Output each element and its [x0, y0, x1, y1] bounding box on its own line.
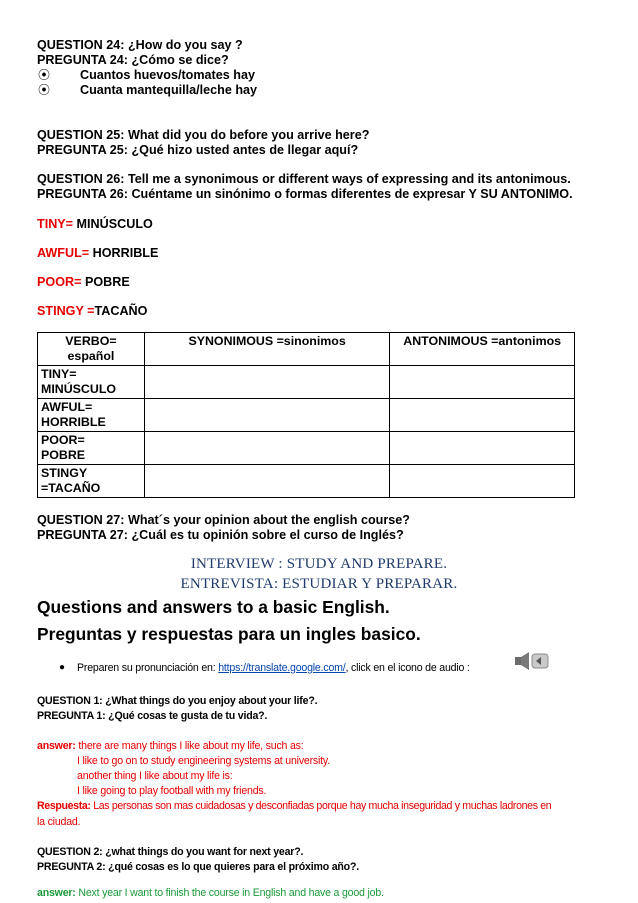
q24-en: QUESTION 24: ¿How do you say ?: [37, 38, 243, 52]
table-header-row: [38, 333, 575, 366]
word-poor: POOR= POBRE: [37, 275, 130, 289]
q25-en: QUESTION 25: What did you do before you arrive here?: [37, 128, 370, 142]
vocabulary-table: [37, 332, 575, 498]
heading-en: Questions and answers to a basic English.: [37, 597, 390, 617]
q24-item-1: Cuantos huevos/tomates hay: [80, 68, 255, 82]
q1-answer-line-1: I like to go on to study engineering systems at university.: [77, 755, 330, 767]
q2-answer: answer: Next year I want to finish the course in English and have a good job.: [37, 887, 384, 899]
q1-answer-line-3: I like going to play football with my friends.: [77, 785, 267, 797]
row-verb: POOR= POBRE: [38, 432, 145, 465]
antonym-cell[interactable]: [390, 399, 575, 432]
header-verb: VERBO= español: [38, 333, 145, 366]
word-tiny: TINY= MINÚSCULO: [37, 217, 153, 231]
word-awful: AWFUL= HORRIBLE: [37, 246, 159, 260]
q27-en: QUESTION 27: What´s your opinion about the english course?: [37, 513, 410, 527]
radio-bullet-icon: ⦿: [38, 68, 51, 82]
speaker-audio-icon[interactable]: [514, 651, 552, 671]
q24-es: PREGUNTA 24: ¿Cómo se dice?: [37, 53, 229, 67]
word-stingy: STINGY =TACAÑO: [37, 304, 148, 318]
q26-es: PREGUNTA 26: Cuéntame un sinónimo o formas diferentes de expresar Y SU ANTONIMO.: [37, 187, 573, 201]
q1-answer-line-2: another thing I like about my life is:: [77, 770, 233, 782]
q1-es: PREGUNTA 1: ¿Qué cosas te gusta de tu vida?.: [37, 710, 268, 722]
synonym-cell[interactable]: [144, 399, 389, 432]
table-row: [38, 465, 575, 498]
q24-item-2: Cuanta mantequilla/leche hay: [80, 83, 258, 97]
antonym-cell[interactable]: [390, 366, 575, 399]
q1-answer: answer: there are many things I like about my life, such as:: [37, 740, 304, 752]
pronunciation-line: Preparen su pronunciación en: https://translate.google.com/, click en el icono de audio :: [77, 662, 470, 674]
row-verb: AWFUL= HORRIBLE: [38, 399, 145, 432]
antonym-cell[interactable]: [390, 432, 575, 465]
radio-bullet-icon: ⦿: [38, 83, 51, 97]
bullet-dot-icon: ●: [59, 662, 65, 673]
q27-es: PREGUNTA 27: ¿Cuál es tu opinión sobre el curso de Inglés?: [37, 528, 404, 542]
q2-es: PREGUNTA 2: ¿qué cosas es lo que quieres para el próximo año?.: [37, 861, 359, 873]
q1-en: QUESTION 1: ¿What things do you enjoy about your life?.: [37, 695, 318, 707]
q1-respuesta-cont: la ciudad.: [37, 816, 81, 828]
google-translate-link[interactable]: https://translate.google.com/: [218, 662, 346, 674]
table-row: [38, 366, 575, 399]
q2-en: QUESTION 2: ¿what things do you want for next year?.: [37, 846, 304, 858]
table-row: [38, 432, 575, 465]
interview-title-en: INTERVIEW : STUDY AND PREPARE.: [190, 556, 448, 572]
row-verb: STINGY =TACAÑO: [38, 465, 145, 498]
table-row: [38, 399, 575, 432]
q26-en: QUESTION 26: Tell me a synonimous or different ways of expressing and its antonimous.: [37, 172, 571, 186]
header-antonimous: ANTONIMOUS =antonimos: [390, 333, 575, 366]
antonym-cell[interactable]: [390, 465, 575, 498]
q1-respuesta: Respuesta: Las personas son mas cuidadosas y desconfiadas porque hay mucha inseguridad y muchas ladrones en: [37, 800, 552, 812]
interview-title-es: ENTREVISTA: ESTUDIAR Y PREPARAR.: [180, 576, 458, 592]
synonym-cell[interactable]: [144, 366, 389, 399]
heading-es: Preguntas y respuestas para un ingles basico.: [37, 624, 421, 644]
synonym-cell[interactable]: [144, 465, 389, 498]
q25-es: PREGUNTA 25: ¿Qué hizo usted antes de llegar aquí?: [37, 143, 359, 157]
row-verb: TINY= MINÚSCULO: [38, 366, 145, 399]
synonym-cell[interactable]: [144, 432, 389, 465]
header-synonimous: SYNONIMOUS =sinonimos: [144, 333, 389, 366]
